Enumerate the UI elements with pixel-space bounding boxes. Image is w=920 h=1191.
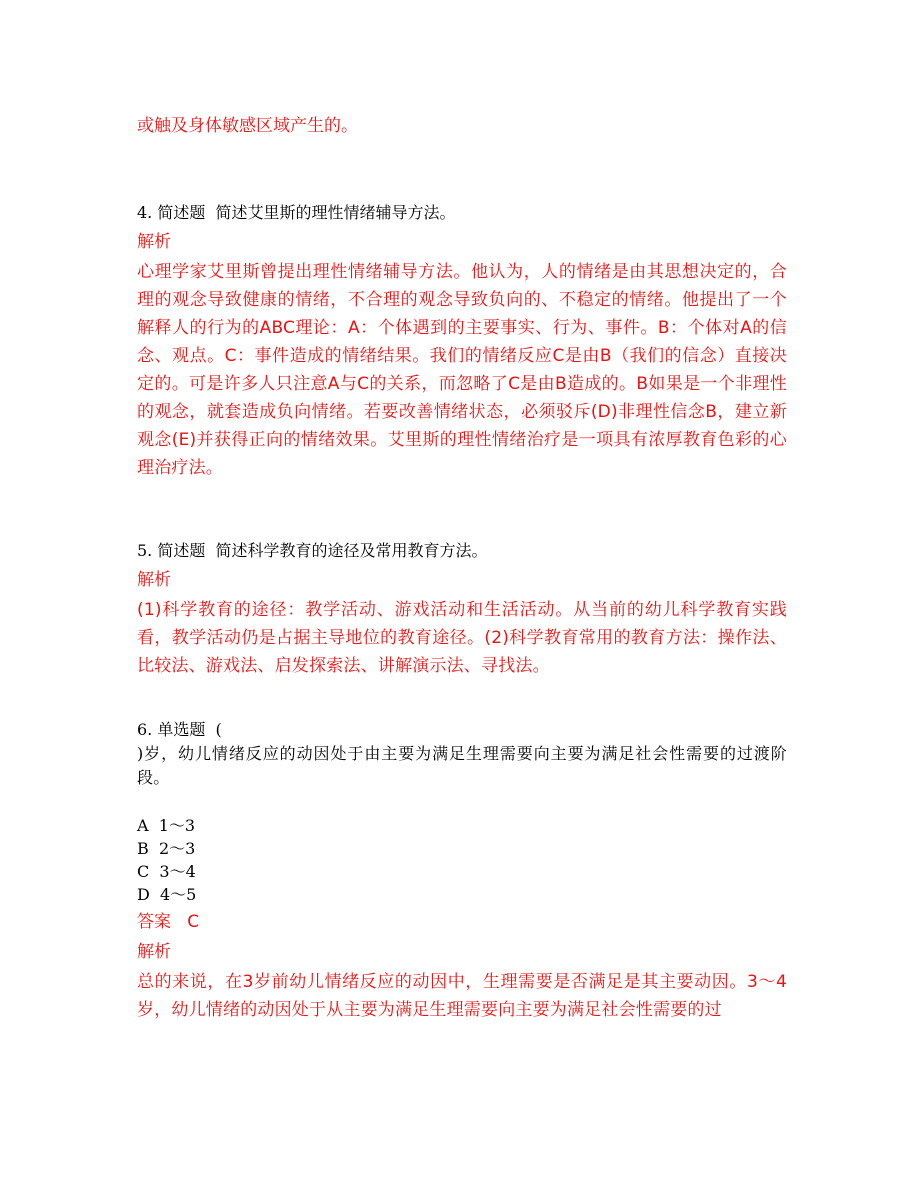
question-6-analysis-label: 解析 xyxy=(137,942,171,962)
question-6 xyxy=(137,718,787,1024)
question-6-analysis: 总的来说，在3岁前幼儿情绪反应的动因中，生理需要是否满足是其主要动因。3～4岁，幼儿情绪的动因处于从主要为满足生理需要向主要为满足社会性需要的过 xyxy=(137,972,787,1020)
option-b-letter: B xyxy=(137,839,149,858)
option-c-letter: C xyxy=(137,862,150,881)
question-5-analysis: (1)科学教育的途径：教学活动、游戏活动和生活活动。从当前的幼儿科学教育实践看，教学活动仍是占据主导地位的教育途径。(2)科学教育常用的教育方法：操作法、比较法、游戏法、启发探索法、讲解演示法、寻找法。 xyxy=(137,600,787,676)
question-6-options xyxy=(137,814,787,906)
option-a xyxy=(137,814,787,837)
question-4-number-type: 4. 简述题 xyxy=(137,203,206,222)
question-5-heading xyxy=(137,539,787,563)
question-6-answer-value: C xyxy=(187,912,200,932)
option-d xyxy=(137,883,787,906)
option-c-text: 3～4 xyxy=(159,862,196,881)
question-5 xyxy=(137,539,787,680)
option-a-letter: A xyxy=(137,816,149,835)
question-6-stem-open: ( xyxy=(215,720,222,739)
previous-analysis-tail: 或触及身体敏感区域产生的。 xyxy=(137,116,358,136)
question-5-stem: 简述科学教育的途径及常用教育方法。 xyxy=(215,541,488,560)
option-d-text: 4～5 xyxy=(160,885,197,904)
option-b-text: 2～3 xyxy=(158,839,196,858)
question-5-analysis-label: 解析 xyxy=(137,570,171,590)
question-6-stem: )岁，幼儿情绪反应的动因处于由主要为满足生理需要向主要为满足社会性需要的过渡阶段。 xyxy=(137,744,787,787)
question-6-heading xyxy=(137,718,787,742)
option-b xyxy=(137,837,787,860)
question-6-number-type: 6. 单选题 xyxy=(137,720,206,739)
question-4 xyxy=(137,201,787,482)
question-4-analysis-label: 解析 xyxy=(137,232,171,252)
option-c xyxy=(137,860,787,883)
question-4-analysis: 心理学家艾里斯曾提出理性情绪辅导方法。他认为，人的情绪是由其思想决定的，合理的观念导致健康的情绪，不合理的观念导致负向的、不稳定的情绪。他提出了一个解释人的行为的ABC理论：A：个体遇到的主要事实、行为、事件。B：个体对A的信念、观点。C：事件造成的情绪结果。我们的情绪反应C是由B（我们的信念）直接决定的。可是许多人只注意A与C的关系，而忽略了C是由B造成的。B如果是一个非理性的观念，就套造成负向情绪。若要改善情绪状态，必须驳斥(D)非理性信念B，建立新观念(E)并获得正向的情绪效果。艾里斯的理性情绪治疗是一项具有浓厚教育色彩的心理治疗法。 xyxy=(137,262,787,478)
question-4-heading xyxy=(137,201,787,225)
question-6-answer-label: 答案 xyxy=(137,912,171,932)
question-4-stem: 简述艾里斯的理性情绪辅导方法。 xyxy=(215,203,456,222)
question-6-answer xyxy=(137,908,787,936)
question-5-number-type: 5. 简述题 xyxy=(137,541,206,560)
option-d-letter: D xyxy=(137,885,150,904)
option-a-text: 1～3 xyxy=(158,816,196,835)
